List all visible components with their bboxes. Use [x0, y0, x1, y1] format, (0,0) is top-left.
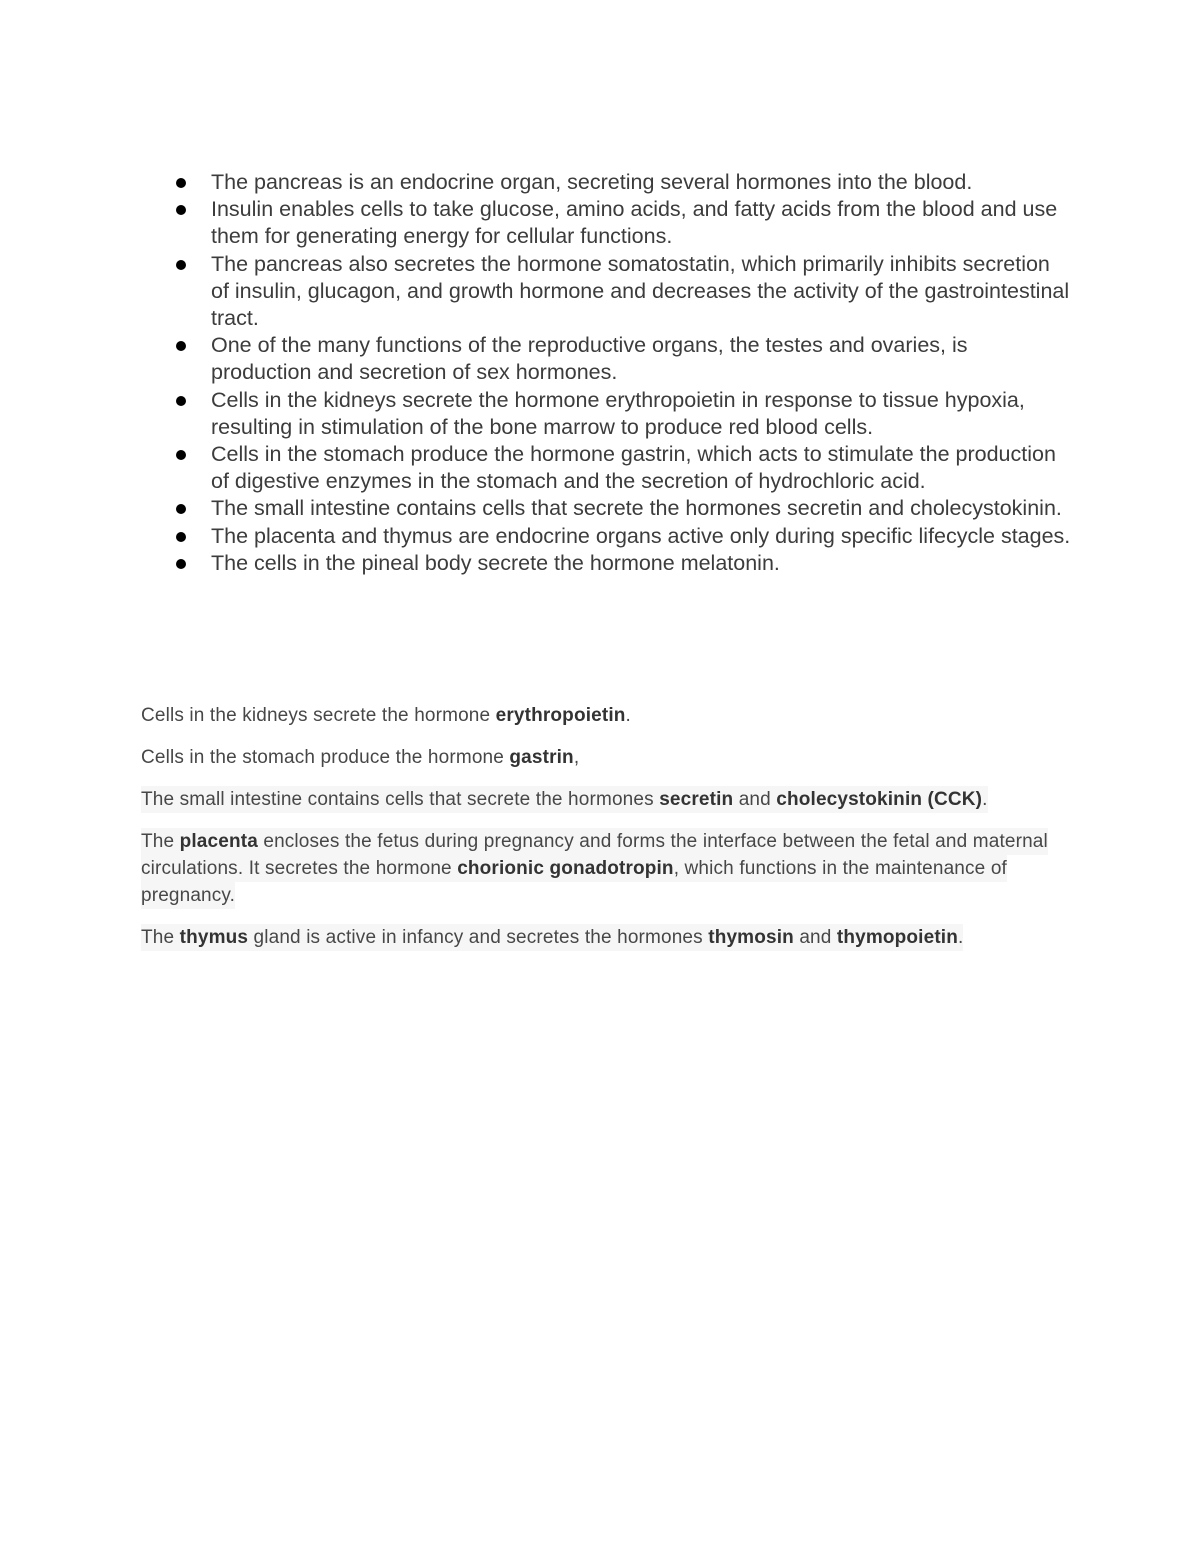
list-item-text: One of the many functions of the reproductive organs, the testes and ovaries, is production and secretion of sex hormones. [211, 333, 968, 385]
list-item-text: The cells in the pineal body secrete the hormone melatonin. [211, 550, 780, 575]
paragraph-text: and [733, 789, 777, 810]
paragraph-text: gland is active in infancy and secretes the hormones [248, 927, 709, 948]
paragraph-text: Cells in the stomach produce the hormone [141, 747, 510, 768]
paragraph-text: . [982, 789, 988, 810]
paragraph-thymus [141, 924, 1071, 951]
paragraph-text: The [141, 831, 180, 852]
paragraph-kidneys [141, 702, 1071, 729]
list-item-text: The pancreas is an endocrine organ, secreting several hormones into the blood. [211, 170, 973, 194]
paragraph-placenta [141, 828, 1071, 909]
list-item-text: Insulin enables cells to take glucose, amino acids, and fatty acids from the blood and use them for generating energy for cellular functions. [211, 197, 1058, 249]
list-item [172, 251, 1072, 333]
list-item [172, 169, 1072, 196]
bold-term: cholecystokinin (CCK) [776, 789, 983, 810]
highlighted-text [141, 789, 988, 810]
paragraph-section [141, 702, 1071, 966]
bullet-dot-icon [176, 396, 186, 406]
list-item [172, 332, 1072, 386]
bullet-dot-icon [176, 205, 186, 215]
bullet-list [172, 169, 1072, 577]
bold-term: thymus [179, 927, 249, 948]
list-item [172, 387, 1072, 441]
list-item [172, 196, 1072, 250]
paragraph-text: and [793, 927, 837, 948]
list-item-text: The small intestine contains cells that secrete the hormones secretin and cholecystokinin. [211, 496, 1062, 521]
bold-term: thymosin [708, 927, 794, 948]
paragraph-small-intestine [141, 786, 1071, 813]
list-item [172, 495, 1072, 522]
paragraph-text: The small intestine contains cells that secrete the hormones [141, 789, 660, 810]
list-item-text: The placenta and thymus are endocrine organs active only during specific lifecycle stages. [211, 523, 1071, 548]
bold-term: thymopoietin [836, 927, 958, 948]
paragraph-text: encloses the fetus during pregnancy and forms the interface between the fetal and maternal circulations. It secretes the hormone [141, 831, 1048, 879]
paragraph-text: , [573, 747, 580, 768]
list-item [172, 523, 1072, 550]
paragraph-text: . [625, 705, 631, 726]
bold-term: secretin [659, 789, 734, 810]
highlighted-text [141, 831, 1048, 906]
bullet-dot-icon [176, 450, 186, 460]
bold-term: chorionic gonadotropin [457, 858, 674, 879]
paragraph-text: . [957, 927, 964, 948]
list-item-text: Cells in the kidneys secrete the hormone erythropoietin in response to tissue hypoxia, resulting in stimulation of the bone marrow to produce red blood cells. [211, 387, 1025, 439]
paragraph-stomach [141, 744, 1071, 771]
bold-term: placenta [179, 831, 258, 852]
bullet-dot-icon [176, 559, 186, 569]
list-item-text: The pancreas also secretes the hormone somatostatin, which primarily inhibits secretion of insulin, glucagon, and growth hormone and decreases the activity of the gastrointestinal tract. [211, 251, 1070, 331]
highlighted-text [141, 927, 963, 948]
list-item-text: Cells in the stomach produce the hormone gastrin, which acts to stimulate the production of digestive enzymes in the stomach and the secretion of hydrochloric acid. [211, 442, 1056, 494]
list-item [172, 550, 1072, 577]
bold-term: erythropoietin [495, 705, 626, 726]
bullet-dot-icon [176, 178, 186, 188]
list-item [172, 441, 1072, 495]
paragraph-text: , which functions in the maintenance of pregnancy. [141, 858, 1007, 906]
bullet-dot-icon [176, 260, 186, 270]
paragraph-text: The [141, 927, 180, 948]
paragraph-text: Cells in the kidneys secrete the hormone [141, 705, 496, 726]
bullet-dot-icon [176, 504, 186, 514]
bullet-dot-icon [176, 341, 186, 351]
bullet-dot-icon [176, 532, 186, 542]
bold-term: gastrin [509, 747, 574, 768]
